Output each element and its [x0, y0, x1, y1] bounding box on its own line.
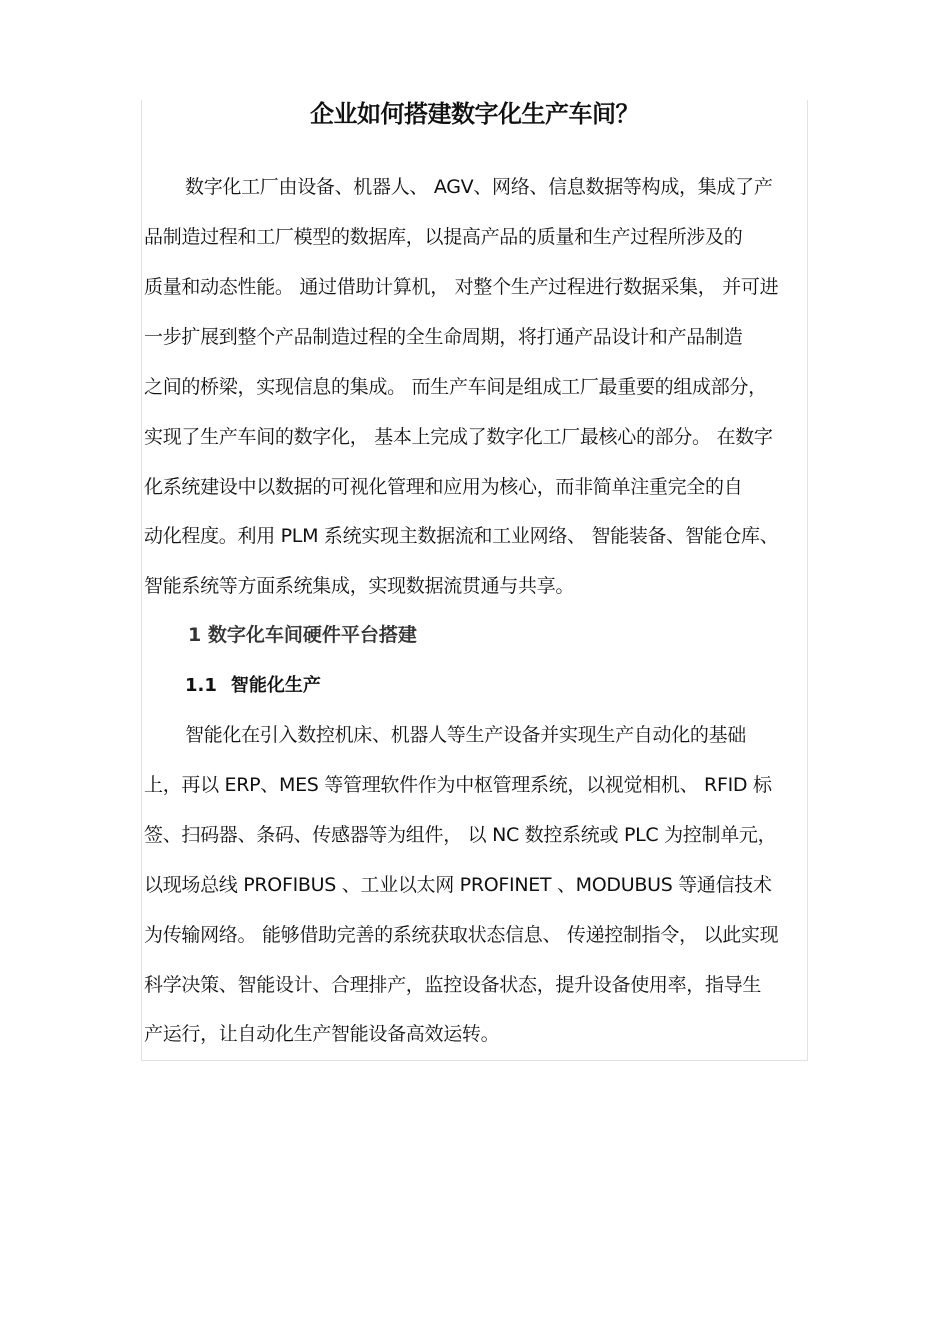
document-title: 企业如何搭建数字化生产车间？: [310, 100, 639, 128]
paragraph-line: 产运行，让自动化生产智能设备高效运转。: [144, 1023, 500, 1045]
paragraph-line: 数字化工厂由设备、机器人、 AGV、网络、信息数据等构成，集成了产: [185, 176, 773, 198]
paragraph-line: 智能化在引入数控机床、机器人等生产设备并实现生产自动化的基础: [185, 724, 747, 746]
paragraph-line: 之间的桥梁，实现信息的集成。 而生产车间是组成工厂最重要的组成部分，: [144, 376, 767, 398]
paragraph-line: 品制造过程和工厂模型的数据库，以提高产品的质量和生产过程所涉及的: [144, 226, 743, 248]
subsection-number: 1.1: [185, 675, 217, 696]
subsection-heading: [185, 672, 321, 700]
paragraph-line: 智能系统等方面系统集成，实现数据流贯通与共享。: [144, 575, 575, 597]
paragraph-line: 实现了生产车间的数字化， 基本上完成了数字化工厂最核心的部分。 在数字: [144, 426, 773, 448]
paragraph-line: 上，再以 ERP、MES 等管理软件作为中枢管理系统，以视觉相机、 RFID 标: [144, 774, 772, 796]
subsection-title: 智能化生产: [230, 675, 321, 696]
paragraph-line: 动化程度。利用 PLM 系统实现主数据流和工业网络、 智能装备、智能仓库、: [144, 525, 779, 547]
paragraph-line: 一步扩展到整个产品制造过程的全生命周期，将打通产品设计和产品制造: [144, 326, 743, 348]
paragraph-line: 签、扫码器、条码、传感器等为组件， 以 NC 数控系统或 PLC 为控制单元，: [144, 824, 777, 846]
paragraph-line: 化系统建设中以数据的可视化管理和应用为核心，而非简单注重完全的自: [144, 476, 743, 498]
section-heading: 1 数字化车间硬件平台搭建: [188, 624, 417, 646]
paragraph-line: 为传输网络。 能够借助完善的系统获取状态信息、 传递控制指令， 以此实现: [144, 924, 779, 946]
paragraph-line: 以现场总线 PROFIBUS 、工业以太网 PROFINET 、MODUBUS 等通信技术: [144, 874, 772, 896]
paragraph-line: 科学决策、智能设计、合理排产，监控设备状态，提升设备使用率，指导生: [144, 974, 762, 996]
paragraph-line: 质量和动态性能。 通过借助计算机， 对整个生产过程进行数据采集， 并可进: [144, 276, 779, 298]
